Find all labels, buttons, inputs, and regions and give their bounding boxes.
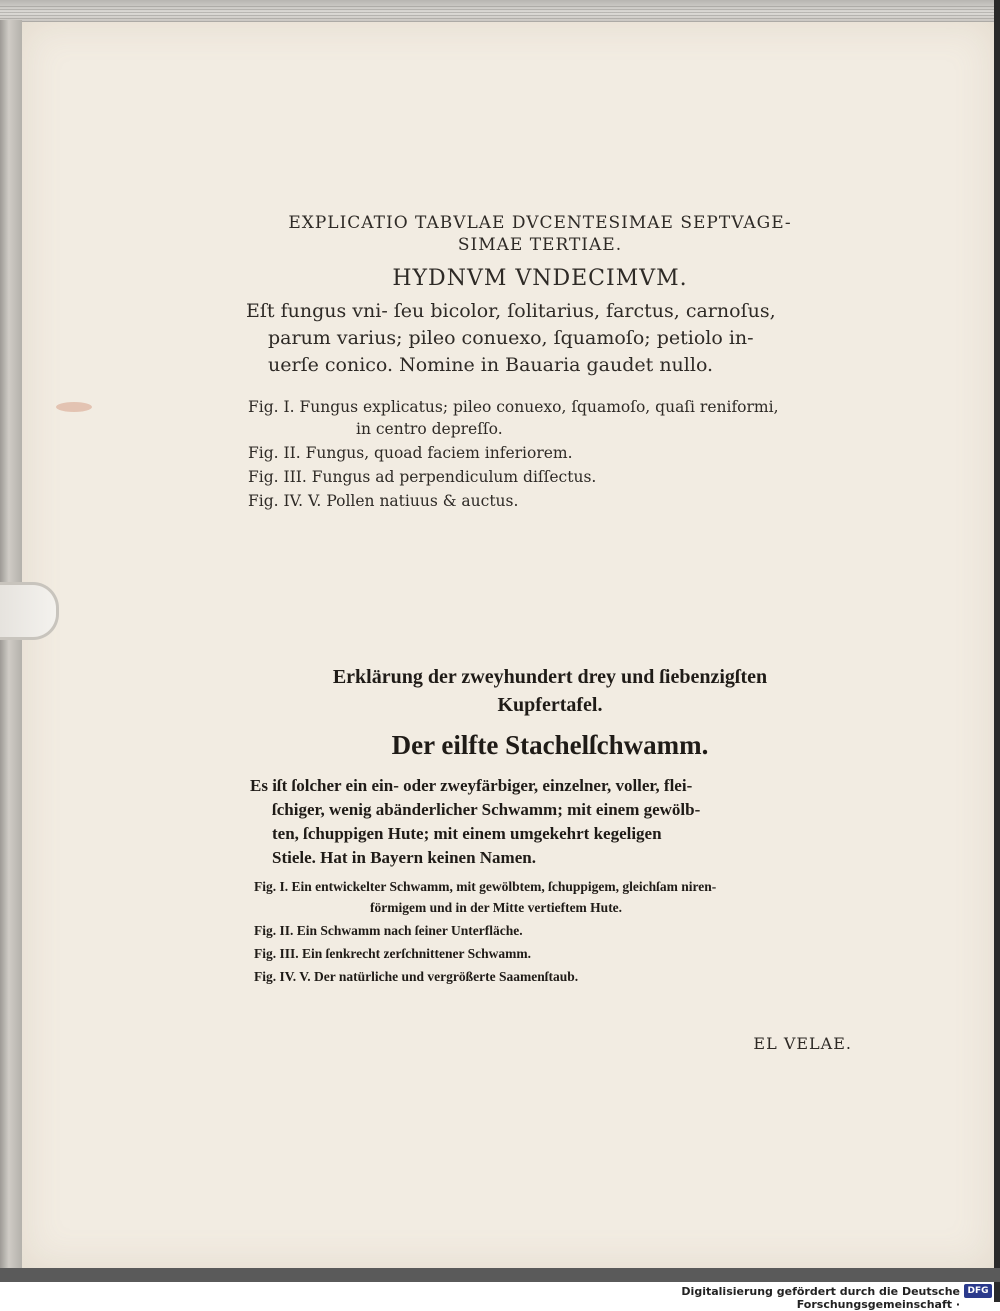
german-figure-list: [254, 876, 856, 989]
latin-figure-item: [248, 466, 854, 488]
figure-text: Der natürliche und vergrößerte Saamenſtaub.: [314, 969, 579, 984]
latin-figure-item: [248, 490, 854, 512]
german-figure-item: [254, 920, 856, 941]
latin-heading-line: SIMAE TERTIAE.: [457, 235, 623, 255]
figure-text-continued: in centro depreſſo.: [356, 420, 503, 438]
latin-heading: [230, 212, 850, 256]
book-page: [22, 22, 994, 1268]
german-heading-line: Erklärung der zweyhundert drey und ſiebenzigſten: [332, 666, 768, 688]
scan-bottom-border: [0, 1268, 1000, 1282]
latin-figure-list: [248, 396, 854, 514]
digitization-credit: Digitalisierung gefördert durch die Deutsche Forschungsgemeinschaft ·: [681, 1285, 960, 1311]
figure-label: Fig. II.: [248, 444, 301, 462]
german-figure-item: [254, 943, 856, 964]
german-body-line: ſchiger, wenig abänderlicher Schwamm; mit einem gewölb-: [272, 800, 701, 819]
figure-label: Fig. III.: [254, 946, 299, 961]
german-body-line: Stiele. Hat in Bayern keinen Namen.: [272, 848, 536, 867]
figure-label: Fig. I.: [254, 879, 289, 894]
german-description: [250, 774, 854, 870]
latin-figure-item: [248, 442, 854, 464]
catchword: EL VELAE.: [753, 1034, 852, 1053]
scan-right-border: [994, 0, 1000, 1302]
german-body-line: ten, ſchuppigen Hute; mit einem umgekehrt kegeligen: [272, 824, 662, 843]
figure-text: Pollen natiuus & auctus.: [326, 492, 519, 510]
latin-heading-line: EXPLICATIO TABVLAE DVCENTESIMAE SEPTVAGE-: [288, 213, 792, 233]
figure-label: Fig. III.: [248, 468, 307, 486]
german-figure-item: [254, 966, 856, 987]
german-heading-line: Kupfertafel.: [497, 694, 603, 716]
paper-clip: [0, 582, 59, 640]
latin-body-line: parum varius; pileo conuexo, ſquamoſo; petiolo in-: [268, 327, 754, 349]
figure-label: Fig. I.: [248, 398, 295, 416]
figure-text: Fungus ad perpendiculum diſſectus.: [311, 468, 597, 486]
latin-body-line: uerſe conico. Nomine in Bauaria gaudet nullo.: [268, 354, 714, 376]
german-figure-item: [254, 876, 856, 918]
figure-label: Fig. IV. V.: [248, 492, 322, 510]
german-title: Der eilfte Stachelſchwamm.: [391, 730, 709, 760]
latin-title: HYDNVM VNDECIMVM.: [392, 266, 688, 291]
figure-text: Ein entwickelter Schwamm, mit gewölbtem, ſchuppigem, gleichſam niren-: [291, 879, 717, 894]
figure-text: Fungus explicatus; pileo conuexo, ſquamoſo, quaſi reniformi,: [299, 398, 779, 416]
latin-description: [246, 298, 852, 379]
figure-text: Ein ſenkrecht zerſchnittener Schwamm.: [302, 946, 531, 961]
dfg-logo-icon[interactable]: DFG: [964, 1284, 992, 1298]
paper-stain: [56, 402, 92, 412]
figure-text-continued: förmigem und in der Mitte vertieftem Hute.: [370, 900, 623, 915]
german-body-line: Es iſt ſolcher ein ein- oder zweyfärbiger, einzelner, voller, flei-: [250, 776, 693, 795]
latin-figure-item: [248, 396, 854, 440]
figure-text: Ein Schwamm nach ſeiner Unterfläche.: [296, 923, 523, 938]
latin-body-line: Eſt fungus vni- ſeu bicolor, ſolitarius, farctus, carnoſus,: [246, 300, 776, 322]
book-left-edge: [0, 20, 22, 1282]
german-heading: [240, 663, 860, 719]
figure-label: Fig. IV. V.: [254, 969, 311, 984]
figure-label: Fig. II.: [254, 923, 294, 938]
figure-text: Fungus, quoad faciem inferiorem.: [305, 444, 573, 462]
